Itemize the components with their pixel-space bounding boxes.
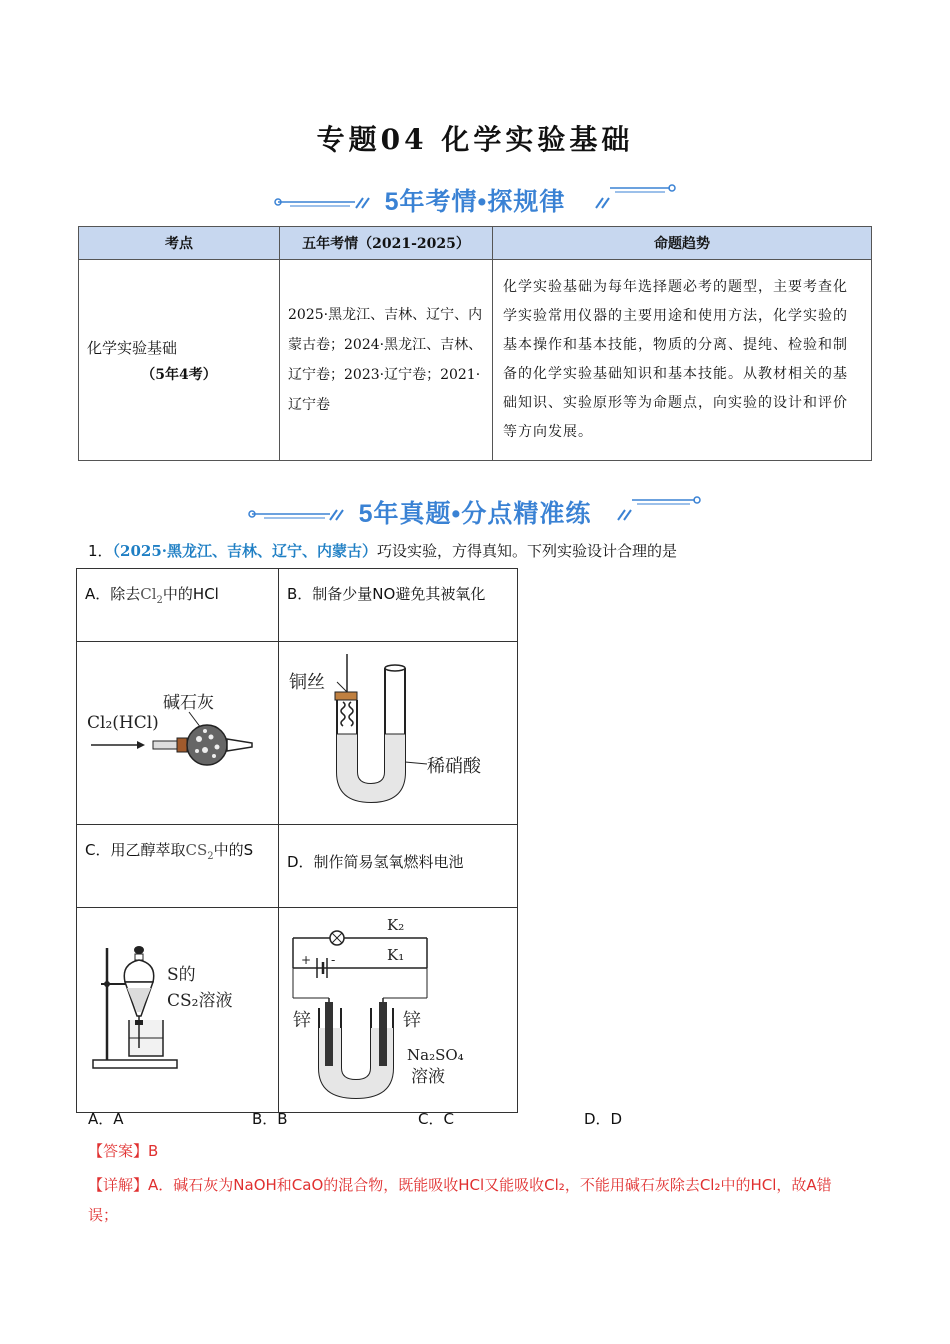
solution-label-2: 溶液 xyxy=(411,1067,445,1087)
figure-c-cell xyxy=(77,908,279,1113)
switch-k2-label: K₂ xyxy=(387,916,405,934)
separatory-funnel-figure xyxy=(77,908,278,1108)
header-trend: 命题趋势 xyxy=(493,227,872,260)
option-c-cell xyxy=(77,825,279,908)
options-table xyxy=(76,568,518,1113)
option-b-text: B．制备少量NO避免其被氧化 xyxy=(287,585,486,603)
figure-b-cell xyxy=(279,642,518,825)
question-number: 1． xyxy=(88,542,113,560)
choice-a[interactable]: A．A xyxy=(88,1110,124,1128)
years-cell: 2025·黑龙江、吉林、辽宁、内蒙古卷；2024·黑龙江、吉林、辽宁卷；2023·辽宁卷；2021·辽宁卷 xyxy=(280,260,493,461)
topic-name: 化学实验基础 xyxy=(87,338,178,357)
section-banner-trends xyxy=(0,178,950,218)
detail-tag: 【详解】 xyxy=(88,1176,149,1194)
choice-d[interactable]: D．D xyxy=(584,1110,623,1128)
figure-a-cell xyxy=(77,642,279,825)
trend-cell: 化学实验基础为每年选择题必考的题型，主要考查化学实验常用仪器的主要用途和使用方法，化学实验的基本操作和基本技能，物质的分离、提纯、检验和制备的化学实验基础知识和基本技能。从教材相关的基础知识、实验原形等为命题点，向实验的设计和评价等方向发展。 xyxy=(493,260,872,461)
drying-tube-figure xyxy=(77,642,278,820)
detail-text: A．碱石灰为NaOH和CaO的混合物，既能吸收HCl又能吸收Cl₂，不能用碱石灰除去Cl₂中的HCl，故A错误； xyxy=(88,1176,832,1224)
option-c-text: C．用乙醇萃取$CS_2$中的S xyxy=(85,841,254,862)
solution-label-1: Na₂SO₄ xyxy=(407,1046,464,1064)
wire-label: 铜丝 xyxy=(289,672,325,693)
question-source: （2025·黑龙江、吉林、辽宁、内蒙古） xyxy=(112,542,378,560)
table-header-row xyxy=(79,227,872,260)
table-row xyxy=(79,260,872,461)
choice-b[interactable]: B．B xyxy=(252,1110,288,1128)
section-banner-practice xyxy=(0,490,950,530)
answer-value: B xyxy=(148,1142,159,1160)
label-s: S的 xyxy=(167,965,196,985)
plus-label: + xyxy=(301,953,312,967)
question-text: 巧设实验，方得真知。下列实验设计合理的是 xyxy=(377,542,678,560)
header-years: 五年考情（2021-2025） xyxy=(280,227,493,260)
explanation xyxy=(88,1170,848,1230)
zinc-left-label: 锌 xyxy=(293,1010,311,1031)
option-d-cell xyxy=(279,825,518,908)
banner-title: 5年考情•探规律 xyxy=(384,188,566,216)
minus-label: - xyxy=(331,953,336,967)
figure-d-cell xyxy=(279,908,518,1113)
answer-line xyxy=(88,1140,158,1161)
option-b-cell xyxy=(279,569,518,642)
acid-label: 稀硝酸 xyxy=(427,756,481,777)
header-topic: 考点 xyxy=(79,227,280,260)
label-cs2: CS₂溶液 xyxy=(167,991,233,1011)
option-a-cell xyxy=(77,569,279,642)
page-title: 专题04 化学实验基础 xyxy=(316,123,634,156)
topic-cell xyxy=(79,260,280,461)
reagent-label: 碱石灰 xyxy=(163,693,214,713)
fuel-cell-figure xyxy=(279,908,517,1108)
gas-label: Cl₂(HCl) xyxy=(87,713,159,733)
topic-count: （5年4考） xyxy=(141,366,217,383)
option-d-text: D．制作简易氢氧燃料电池 xyxy=(287,853,464,871)
option-a-text: A．除去$Cl_2$中的HCl xyxy=(85,585,219,606)
switch-k1-label: K₁ xyxy=(387,946,405,964)
u-tube-figure xyxy=(279,642,517,820)
answer-tag: 【答案】 xyxy=(88,1142,149,1160)
choice-c[interactable]: C．C xyxy=(418,1110,454,1128)
exam-trend-table xyxy=(78,226,872,461)
question-stem xyxy=(88,540,677,561)
banner-title: 5年真题•分点精准练 xyxy=(358,500,592,528)
zinc-right-label: 锌 xyxy=(403,1010,421,1031)
